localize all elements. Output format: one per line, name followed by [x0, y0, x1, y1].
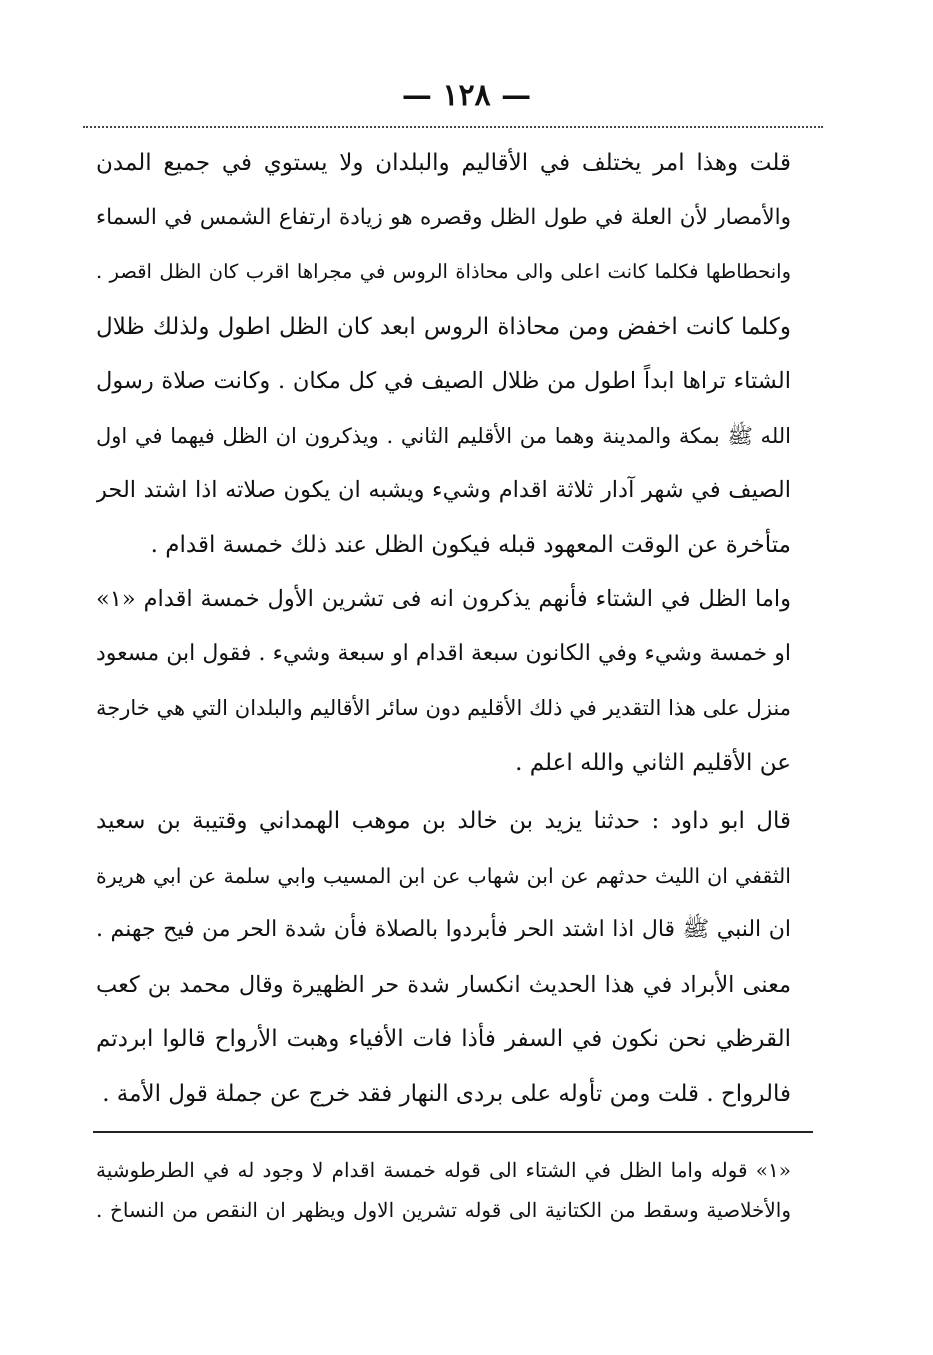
footnote-line: «١» قوله واما الظل في الشتاء الى قوله خمسة اقدام لا وجود له في الطرطوشية — [96, 1158, 791, 1182]
text-line: وكلما كانت اخفض ومن محاذاة الروس ابعد كان الظل اطول ولذلك ظلال — [96, 313, 791, 340]
text-line: منزل على هذا التقدير في ذلك الأقليم دون سائر الأقاليم والبلدان التي هي خارجة — [96, 696, 791, 720]
text-line: او خمسة وشيء وفي الكانون سبعة اقدام او سبعة وشيء . فقول ابن مسعود — [96, 640, 791, 666]
text-line: القرظي نحن نكون في السفر فأذا فات الأفياء وهبت الأرواح قالوا ابردتم — [96, 1026, 791, 1052]
text-line: واما الظل في الشتاء فأنهم يذكرون انه فى تشرين الأول خمسة اقدام «١» — [96, 586, 791, 612]
text-line: الله ﷺ بمكة والمدينة وهما من الأقليم الثاني . ويذكرون ان الظل فيهما في اول — [96, 423, 791, 448]
paragraph-3 — [96, 794, 791, 1121]
text-line: الصيف في شهر آدار ثلاثة اقدام وشيء ويشبه ان يكون صلاته اذا اشتد الحر — [96, 477, 791, 503]
text-line: الثقفي ان الليث حدثهم عن ابن شهاب عن ابن المسيب وابي سلمة عن ابي هريرة — [96, 863, 791, 888]
footnote-line: والأخلاصية وسقط من الكتانية الى قوله تشرين الاول ويظهر ان النقص من النساخ . — [96, 1198, 791, 1222]
text-line: قال ابو داود : حدثنا يزيد بن خالد بن موهب الهمداني وقتيبة بن سعيد — [96, 808, 791, 834]
text-line: معنى الأبراد في هذا الحديث انكسار شدة حر الظهيرة وقال محمد بن كعب — [96, 971, 791, 998]
paragraph-2 — [96, 572, 791, 790]
footnote-rule — [93, 1131, 813, 1133]
text-line: ان النبي ﷺ قال اذا اشتد الحر فأبردوا بالصلاة فأن شدة الحر من فيح جهنم . — [96, 917, 791, 942]
text-line: وانحطاطها فكلما كانت اعلى والى محاذاة الروس في مجراها اقرب كان الظل اقصر . — [96, 260, 791, 283]
text-line: قلت وهذا امر يختلف في الأقاليم والبلدان ولا يستوي في جميع المدن — [96, 150, 791, 176]
body-text — [96, 136, 791, 1121]
header-dotted-rule — [83, 126, 823, 128]
text-line: والأمصار لأن العلة في طول الظل وقصره هو زيادة ارتفاع الشمس في السماء — [96, 204, 791, 230]
paragraph-1 — [96, 136, 791, 572]
text-line: الشتاء تراها ابداً اطول من ظلال الصيف في كل مكان . وكانت صلاة رسول — [96, 368, 791, 394]
page-number: — ١٢٨ — — [401, 78, 532, 113]
footnotes — [96, 1150, 791, 1230]
text-line: عن الأقليم الثاني والله اعلم . — [515, 749, 791, 776]
text-line: فالرواح . قلت ومن تأوله على بردى النهار فقد خرج عن جملة قول الأمة . — [102, 1080, 791, 1107]
text-line: متأخرة عن الوقت المعهود قبله فيكون الظل عند ذلك خمسة اقدام . — [150, 531, 791, 558]
